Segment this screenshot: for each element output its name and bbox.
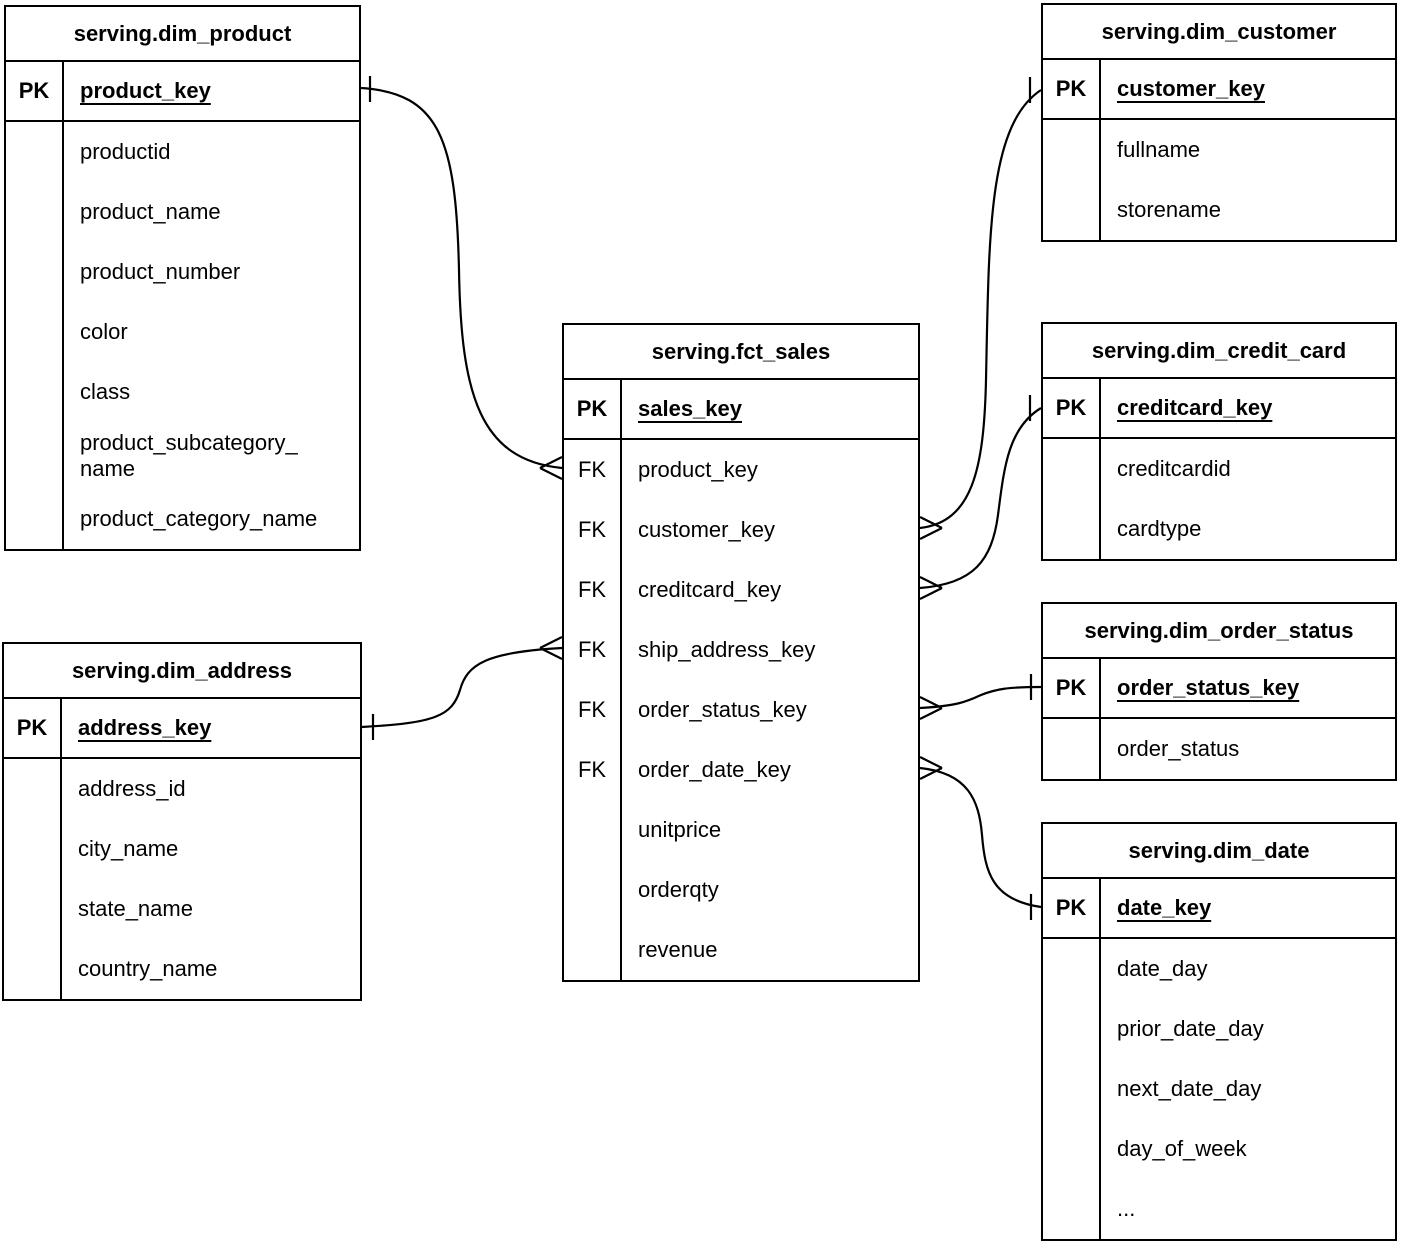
table-serving-dim-customer [1041,3,1397,242]
table-title: serving.fct_sales [564,325,918,380]
key-cell [6,182,64,242]
column-name-cell: productid [80,139,171,164]
key-cell [1043,999,1101,1059]
relationship-customer-key [920,77,1041,539]
table-row [1043,60,1395,120]
fk-cell: FK [564,620,622,680]
table-row [4,759,360,819]
table-row [4,879,360,939]
pk-cell: PK [564,380,622,438]
table-row [6,242,359,302]
table-row [1043,120,1395,180]
table-serving-dim-credit-card [1041,322,1397,561]
table-row [1043,939,1395,999]
column-name-cell: order_status_key [638,697,807,722]
pk-cell: PK [1043,879,1101,937]
column-name-cell: date_day [1117,956,1208,981]
relationship-line [920,408,1041,588]
table-row [564,860,918,920]
column-name-cell: sales_key [638,396,742,421]
column-name-cell: unitprice [638,817,722,842]
key-cell [1043,439,1101,499]
relationship-order-status-key [920,674,1041,719]
table-title: serving.dim_date [1043,824,1395,879]
key-cell [6,489,64,549]
column-name-cell: customer_key [1117,76,1265,101]
key-cell [1043,939,1101,999]
table-serving-dim-product [4,5,361,551]
column-name-cell: country_name [78,956,218,981]
column-name-cell: date_key [1117,895,1212,920]
column-name-cell: class [80,379,131,404]
table-title: serving.dim_address [4,644,360,699]
relationship-line [362,648,562,727]
table-row [1043,879,1395,939]
column-name-cell: product_key [638,457,758,482]
column-name-cell: state_name [78,896,193,921]
column-name-cell: product_category_name [80,506,318,531]
key-cell [1043,1179,1101,1239]
table-row [564,740,918,800]
table-row [6,122,359,182]
key-cell [564,860,622,920]
column-name-cell: product_subcategory_name [80,430,298,481]
table-title: serving.dim_product [6,7,359,62]
table-row [4,699,360,759]
column-name-cell: address_key [78,715,212,740]
column-name-cell: day_of_week [1117,1136,1247,1161]
key-cell [6,422,64,489]
table-row [1043,659,1395,719]
column-name-cell: address_id [78,776,186,801]
table-row [564,800,918,860]
table-row [6,182,359,242]
table-serving-dim-address [2,642,362,1001]
column-name-cell: orderqty [638,877,719,902]
relationship-creditcard-key [920,395,1041,599]
key-cell [6,302,64,362]
relationship-line [920,768,1041,907]
key-cell [1043,120,1101,180]
table-row [1043,439,1395,499]
fk-cell: FK [564,560,622,620]
key-cell [564,800,622,860]
key-cell [4,879,62,939]
column-name-cell: storename [1117,197,1221,222]
table-serving-fct-sales [562,323,920,982]
table-row [4,819,360,879]
column-name-cell: order_status_key [1117,675,1300,700]
fk-cell: FK [564,680,622,740]
table-title: serving.dim_customer [1043,5,1395,60]
key-cell [564,920,622,980]
key-cell [1043,1059,1101,1119]
pk-cell: PK [1043,379,1101,437]
key-cell [1043,499,1101,559]
table-row [4,939,360,999]
pk-cell: PK [6,62,64,120]
column-name-cell: revenue [638,937,718,962]
table-row [1043,180,1395,240]
column-name-cell: cardtype [1117,516,1202,541]
table-row [6,302,359,362]
pk-cell: PK [1043,659,1101,717]
pk-cell: PK [1043,60,1101,118]
column-name-cell: customer_key [638,517,775,542]
key-cell [4,819,62,879]
column-name-cell: ship_address_key [638,637,816,662]
fk-cell: FK [564,500,622,560]
relationship-line [920,90,1041,528]
relationship-product-key [361,76,562,479]
key-cell [6,242,64,302]
table-serving-dim-date [1041,822,1397,1241]
relationship-order-date-key [920,757,1041,920]
column-name-cell: color [80,319,128,344]
table-title: serving.dim_credit_card [1043,324,1395,379]
relationship-line [361,88,562,468]
key-cell [4,939,62,999]
key-cell [4,759,62,819]
table-row [564,620,918,680]
column-name-cell: ... [1117,1196,1136,1221]
table-row [564,920,918,980]
table-serving-dim-order-status [1041,602,1397,781]
table-row [1043,719,1395,779]
fk-cell: FK [564,740,622,800]
table-title: serving.dim_order_status [1043,604,1395,659]
table-row [6,489,359,549]
column-name-cell: prior_date_day [1117,1016,1264,1041]
column-name-cell: creditcard_key [1117,395,1273,420]
key-cell [1043,1119,1101,1179]
table-row [6,362,359,422]
column-name-cell: fullname [1117,137,1201,162]
column-name-cell: creditcardid [1117,456,1231,481]
column-name-cell: creditcard_key [638,577,782,602]
table-row [1043,999,1395,1059]
fk-cell: FK [564,440,622,500]
table-row [1043,379,1395,439]
column-name-cell: product_key [80,78,211,103]
key-cell [6,362,64,422]
column-name-cell: order_date_key [638,757,791,782]
table-row [1043,1059,1395,1119]
table-row [564,560,918,620]
key-cell [1043,719,1101,779]
column-name-cell: order_status [1117,736,1240,761]
column-name-cell: next_date_day [1117,1076,1262,1101]
table-row [564,380,918,440]
pk-cell: PK [4,699,62,757]
table-row [1043,499,1395,559]
table-row [564,440,918,500]
relationship-ship-address-key [362,637,562,740]
table-row [6,422,359,489]
table-row [1043,1119,1395,1179]
column-name-cell: product_name [80,199,221,224]
table-row [564,680,918,740]
table-row [1043,1179,1395,1239]
table-row [6,62,359,122]
table-row [564,500,918,560]
column-name-cell: city_name [78,836,179,861]
key-cell [1043,180,1101,240]
column-name-cell: product_number [80,259,241,284]
key-cell [6,122,64,182]
